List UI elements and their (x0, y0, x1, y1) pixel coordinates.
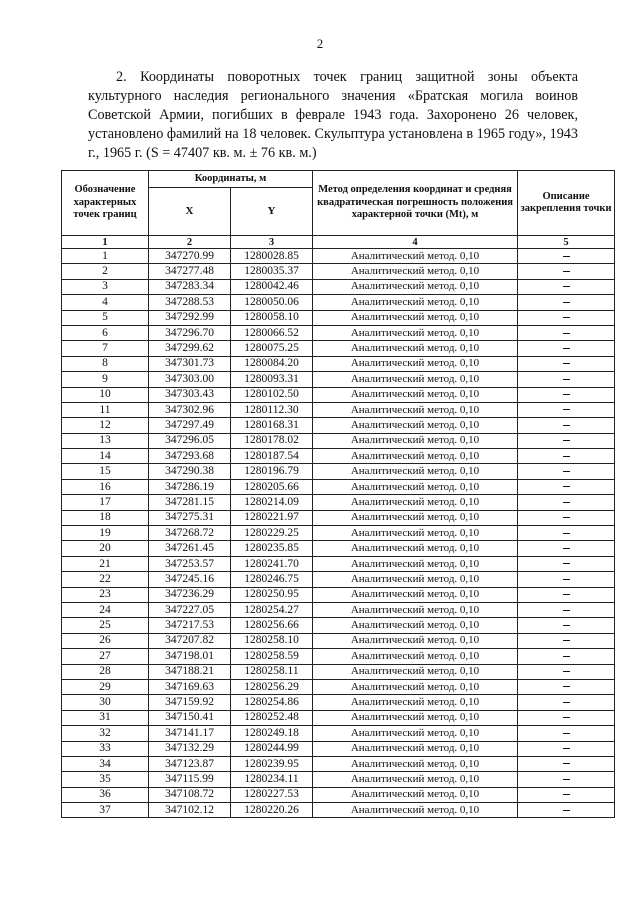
method-cell: Аналитический метод. 0,10 (313, 510, 518, 525)
table-row (62, 418, 615, 433)
coord-x: 347299.62 (149, 341, 231, 356)
table-row (62, 787, 615, 802)
point-number: 27 (62, 649, 149, 664)
method-cell: Аналитический метод. 0,10 (313, 249, 518, 264)
coord-y: 1280258.10 (231, 633, 313, 648)
description-cell (518, 695, 615, 710)
method-cell: Аналитический метод. 0,10 (313, 341, 518, 356)
point-number: 21 (62, 556, 149, 571)
description-cell (518, 387, 615, 402)
coord-y: 1280239.95 (231, 756, 313, 771)
coord-y: 1280256.66 (231, 618, 313, 633)
description-cell (518, 449, 615, 464)
table-row (62, 526, 615, 541)
description-cell (518, 664, 615, 679)
table-body (62, 249, 615, 818)
point-number: 8 (62, 356, 149, 371)
point-number: 28 (62, 664, 149, 679)
point-number: 30 (62, 695, 149, 710)
coord-y: 1280254.27 (231, 602, 313, 617)
table-row (62, 541, 615, 556)
table-row (62, 695, 615, 710)
header-method: Метод определения координат и средняя квадратическая погрешность положения характерной точки (Mt), м (313, 171, 518, 236)
method-cell: Аналитический метод. 0,10 (313, 587, 518, 602)
description-cell (518, 772, 615, 787)
point-number: 23 (62, 587, 149, 602)
dash-mark (563, 517, 570, 518)
coord-x: 347115.99 (149, 772, 231, 787)
method-cell: Аналитический метод. 0,10 (313, 541, 518, 556)
dash-mark (563, 271, 570, 272)
table-row (62, 664, 615, 679)
table-row (62, 649, 615, 664)
column-number: 2 (149, 236, 231, 249)
coord-y: 1280050.06 (231, 295, 313, 310)
description-cell (518, 372, 615, 387)
point-number: 11 (62, 402, 149, 417)
table-row (62, 618, 615, 633)
point-number: 36 (62, 787, 149, 802)
coord-y: 1280168.31 (231, 418, 313, 433)
coord-x: 347296.05 (149, 433, 231, 448)
table-row (62, 449, 615, 464)
coord-x: 347150.41 (149, 710, 231, 725)
method-cell: Аналитический метод. 0,10 (313, 602, 518, 617)
point-number: 3 (62, 279, 149, 294)
point-number: 13 (62, 433, 149, 448)
coord-x: 347283.34 (149, 279, 231, 294)
point-number: 9 (62, 372, 149, 387)
dash-mark (563, 671, 570, 672)
coord-y: 1280112.30 (231, 402, 313, 417)
method-cell: Аналитический метод. 0,10 (313, 495, 518, 510)
coord-y: 1280093.31 (231, 372, 313, 387)
column-number: 1 (62, 236, 149, 249)
header-y: Y (231, 188, 313, 236)
method-cell: Аналитический метод. 0,10 (313, 556, 518, 571)
point-number: 2 (62, 264, 149, 279)
description-cell (518, 433, 615, 448)
coord-y: 1280178.02 (231, 433, 313, 448)
coord-y: 1280258.59 (231, 649, 313, 664)
coord-y: 1280244.99 (231, 741, 313, 756)
coord-x: 347108.72 (149, 787, 231, 802)
coord-y: 1280252.48 (231, 710, 313, 725)
table-row (62, 772, 615, 787)
table-row (62, 479, 615, 494)
coord-y: 1280241.70 (231, 556, 313, 571)
table-row (62, 602, 615, 617)
table-row (62, 402, 615, 417)
coord-x: 347281.15 (149, 495, 231, 510)
method-cell: Аналитический метод. 0,10 (313, 449, 518, 464)
column-number: 5 (518, 236, 615, 249)
dash-mark (563, 563, 570, 564)
coord-x: 347302.96 (149, 402, 231, 417)
dash-mark (563, 471, 570, 472)
description-cell (518, 464, 615, 479)
dash-mark (563, 456, 570, 457)
coord-x: 347245.16 (149, 572, 231, 587)
method-cell: Аналитический метод. 0,10 (313, 418, 518, 433)
table-row (62, 372, 615, 387)
header-coords: Координаты, м (149, 171, 313, 188)
coord-x: 347132.29 (149, 741, 231, 756)
coord-x: 347277.48 (149, 264, 231, 279)
method-cell: Аналитический метод. 0,10 (313, 264, 518, 279)
table-row (62, 741, 615, 756)
description-cell (518, 756, 615, 771)
dash-mark (563, 717, 570, 718)
description-cell (518, 495, 615, 510)
point-number: 34 (62, 756, 149, 771)
point-number: 20 (62, 541, 149, 556)
coord-y: 1280187.54 (231, 449, 313, 464)
method-cell: Аналитический метод. 0,10 (313, 464, 518, 479)
dash-mark (563, 763, 570, 764)
table-row (62, 679, 615, 694)
table-row (62, 341, 615, 356)
table-row (62, 387, 615, 402)
dash-mark (563, 548, 570, 549)
dash-mark (563, 286, 570, 287)
page-number: 2 (316, 36, 324, 51)
coord-x: 347303.43 (149, 387, 231, 402)
description-cell (518, 587, 615, 602)
method-cell: Аналитический метод. 0,10 (313, 372, 518, 387)
point-number: 35 (62, 772, 149, 787)
point-number: 6 (62, 325, 149, 340)
coordinates-table (61, 170, 615, 818)
coord-y: 1280058.10 (231, 310, 313, 325)
table-row (62, 249, 615, 264)
method-cell: Аналитический метод. 0,10 (313, 572, 518, 587)
method-cell: Аналитический метод. 0,10 (313, 526, 518, 541)
dash-mark (563, 533, 570, 534)
coord-y: 1280221.97 (231, 510, 313, 525)
dash-mark (563, 794, 570, 795)
method-cell: Аналитический метод. 0,10 (313, 387, 518, 402)
table-row (62, 572, 615, 587)
method-cell: Аналитический метод. 0,10 (313, 479, 518, 494)
table-row (62, 556, 615, 571)
description-cell (518, 679, 615, 694)
description-cell (518, 541, 615, 556)
description-cell (518, 295, 615, 310)
coord-x: 347198.01 (149, 649, 231, 664)
description-cell (518, 356, 615, 371)
dash-mark (563, 256, 570, 257)
coord-x: 347270.99 (149, 249, 231, 264)
coord-x: 347123.87 (149, 756, 231, 771)
dash-mark (563, 394, 570, 395)
coord-y: 1280250.95 (231, 587, 313, 602)
dash-mark (563, 625, 570, 626)
coord-x: 347159.92 (149, 695, 231, 710)
dash-mark (563, 810, 570, 811)
point-number: 7 (62, 341, 149, 356)
table-row (62, 279, 615, 294)
coord-x: 347301.73 (149, 356, 231, 371)
table-row (62, 325, 615, 340)
dash-mark (563, 363, 570, 364)
description-cell (518, 649, 615, 664)
column-number: 3 (231, 236, 313, 249)
coord-y: 1280028.85 (231, 249, 313, 264)
point-number: 1 (62, 249, 149, 264)
method-cell: Аналитический метод. 0,10 (313, 726, 518, 741)
intro-paragraph: 2. Координаты поворотных точек границ защитной зоны объекта культурного наследия регионального значения «Братская могила воинов Советской Армии, погибших в феврале 1943 года. Захоронено 26 человек, установлено фамилий на 18 человек. Скульптура установлена в 1965 году», 1943 г., 1965 г. (S = 47407 кв. м. ± 76 кв. м.) (88, 69, 578, 161)
coord-y: 1280084.20 (231, 356, 313, 371)
method-cell: Аналитический метод. 0,10 (313, 310, 518, 325)
point-number: 33 (62, 741, 149, 756)
point-number: 15 (62, 464, 149, 479)
coord-y: 1280066.52 (231, 325, 313, 340)
coord-y: 1280258.11 (231, 664, 313, 679)
coord-y: 1280075.25 (231, 341, 313, 356)
point-number: 10 (62, 387, 149, 402)
method-cell: Аналитический метод. 0,10 (313, 787, 518, 802)
description-cell (518, 325, 615, 340)
table-row (62, 633, 615, 648)
dash-mark (563, 425, 570, 426)
description-cell (518, 479, 615, 494)
method-cell: Аналитический метод. 0,10 (313, 402, 518, 417)
description-cell (518, 418, 615, 433)
description-cell (518, 572, 615, 587)
dash-mark (563, 610, 570, 611)
coord-y: 1280256.29 (231, 679, 313, 694)
point-number: 32 (62, 726, 149, 741)
description-cell (518, 402, 615, 417)
coord-x: 347297.49 (149, 418, 231, 433)
description-cell (518, 510, 615, 525)
method-cell: Аналитический метод. 0,10 (313, 433, 518, 448)
description-cell (518, 556, 615, 571)
method-cell: Аналитический метод. 0,10 (313, 618, 518, 633)
dash-mark (563, 640, 570, 641)
description-cell (518, 787, 615, 802)
description-cell (518, 726, 615, 741)
table-row (62, 433, 615, 448)
coord-x: 347169.63 (149, 679, 231, 694)
table-row (62, 510, 615, 525)
description-cell (518, 526, 615, 541)
point-number: 24 (62, 602, 149, 617)
method-cell: Аналитический метод. 0,10 (313, 356, 518, 371)
description-cell (518, 803, 615, 818)
description-cell (518, 264, 615, 279)
method-cell: Аналитический метод. 0,10 (313, 710, 518, 725)
point-number: 19 (62, 526, 149, 541)
point-number: 22 (62, 572, 149, 587)
coord-x: 347303.00 (149, 372, 231, 387)
dash-mark (563, 348, 570, 349)
coord-x: 347286.19 (149, 479, 231, 494)
method-cell: Аналитический метод. 0,10 (313, 633, 518, 648)
header-x: X (149, 188, 231, 236)
coord-x: 347296.70 (149, 325, 231, 340)
coord-y: 1280196.79 (231, 464, 313, 479)
coord-x: 347261.45 (149, 541, 231, 556)
coord-x: 347292.99 (149, 310, 231, 325)
point-number: 12 (62, 418, 149, 433)
coord-y: 1280254.86 (231, 695, 313, 710)
point-number: 29 (62, 679, 149, 694)
point-number: 4 (62, 295, 149, 310)
coord-x: 347102.12 (149, 803, 231, 818)
table-row (62, 726, 615, 741)
coord-x: 347217.53 (149, 618, 231, 633)
coord-x: 347290.38 (149, 464, 231, 479)
coord-y: 1280214.09 (231, 495, 313, 510)
dash-mark (563, 440, 570, 441)
dash-mark (563, 379, 570, 380)
method-cell: Аналитический метод. 0,10 (313, 295, 518, 310)
coord-y: 1280235.85 (231, 541, 313, 556)
coord-x: 347141.17 (149, 726, 231, 741)
point-number: 16 (62, 479, 149, 494)
method-cell: Аналитический метод. 0,10 (313, 695, 518, 710)
coord-y: 1280035.37 (231, 264, 313, 279)
dash-mark (563, 333, 570, 334)
method-cell: Аналитический метод. 0,10 (313, 756, 518, 771)
coord-y: 1280205.66 (231, 479, 313, 494)
coord-y: 1280220.26 (231, 803, 313, 818)
dash-mark (563, 302, 570, 303)
dash-mark (563, 686, 570, 687)
dash-mark (563, 702, 570, 703)
coord-x: 347207.82 (149, 633, 231, 648)
coord-y: 1280229.25 (231, 526, 313, 541)
method-cell: Аналитический метод. 0,10 (313, 679, 518, 694)
table-row (62, 587, 615, 602)
point-number: 14 (62, 449, 149, 464)
table-row (62, 803, 615, 818)
point-number: 31 (62, 710, 149, 725)
description-cell (518, 279, 615, 294)
method-cell: Аналитический метод. 0,10 (313, 649, 518, 664)
dash-mark (563, 579, 570, 580)
dash-mark (563, 733, 570, 734)
coord-y: 1280227.53 (231, 787, 313, 802)
coord-x: 347293.68 (149, 449, 231, 464)
method-cell: Аналитический метод. 0,10 (313, 325, 518, 340)
description-cell (518, 602, 615, 617)
table-row (62, 756, 615, 771)
table-row (62, 295, 615, 310)
coord-y: 1280249.18 (231, 726, 313, 741)
point-number: 5 (62, 310, 149, 325)
point-number: 25 (62, 618, 149, 633)
point-number: 37 (62, 803, 149, 818)
method-cell: Аналитический метод. 0,10 (313, 803, 518, 818)
dash-mark (563, 779, 570, 780)
table-row (62, 710, 615, 725)
coord-x: 347236.29 (149, 587, 231, 602)
description-cell (518, 710, 615, 725)
dash-mark (563, 656, 570, 657)
coord-x: 347227.05 (149, 602, 231, 617)
coord-x: 347253.57 (149, 556, 231, 571)
point-number: 17 (62, 495, 149, 510)
method-cell: Аналитический метод. 0,10 (313, 741, 518, 756)
description-cell (518, 633, 615, 648)
point-number: 26 (62, 633, 149, 648)
column-number: 4 (313, 236, 518, 249)
table-row (62, 495, 615, 510)
header-point: Обозначение характерных точек границ (62, 171, 149, 236)
dash-mark (563, 486, 570, 487)
dash-mark (563, 409, 570, 410)
header-description: Описание закрепления точки (518, 171, 615, 236)
coord-x: 347268.72 (149, 526, 231, 541)
dash-mark (563, 748, 570, 749)
coord-y: 1280102.50 (231, 387, 313, 402)
method-cell: Аналитический метод. 0,10 (313, 279, 518, 294)
description-cell (518, 249, 615, 264)
coord-x: 347288.53 (149, 295, 231, 310)
coord-y: 1280042.46 (231, 279, 313, 294)
dash-mark (563, 594, 570, 595)
coord-y: 1280246.75 (231, 572, 313, 587)
dash-mark (563, 502, 570, 503)
table-row (62, 310, 615, 325)
description-cell (518, 741, 615, 756)
description-cell (518, 341, 615, 356)
description-cell (518, 618, 615, 633)
coord-x: 347188.21 (149, 664, 231, 679)
table-row (62, 356, 615, 371)
point-number: 18 (62, 510, 149, 525)
dash-mark (563, 317, 570, 318)
method-cell: Аналитический метод. 0,10 (313, 772, 518, 787)
description-cell (518, 310, 615, 325)
coord-y: 1280234.11 (231, 772, 313, 787)
table-row (62, 264, 615, 279)
method-cell: Аналитический метод. 0,10 (313, 664, 518, 679)
table-row (62, 464, 615, 479)
coord-x: 347275.31 (149, 510, 231, 525)
